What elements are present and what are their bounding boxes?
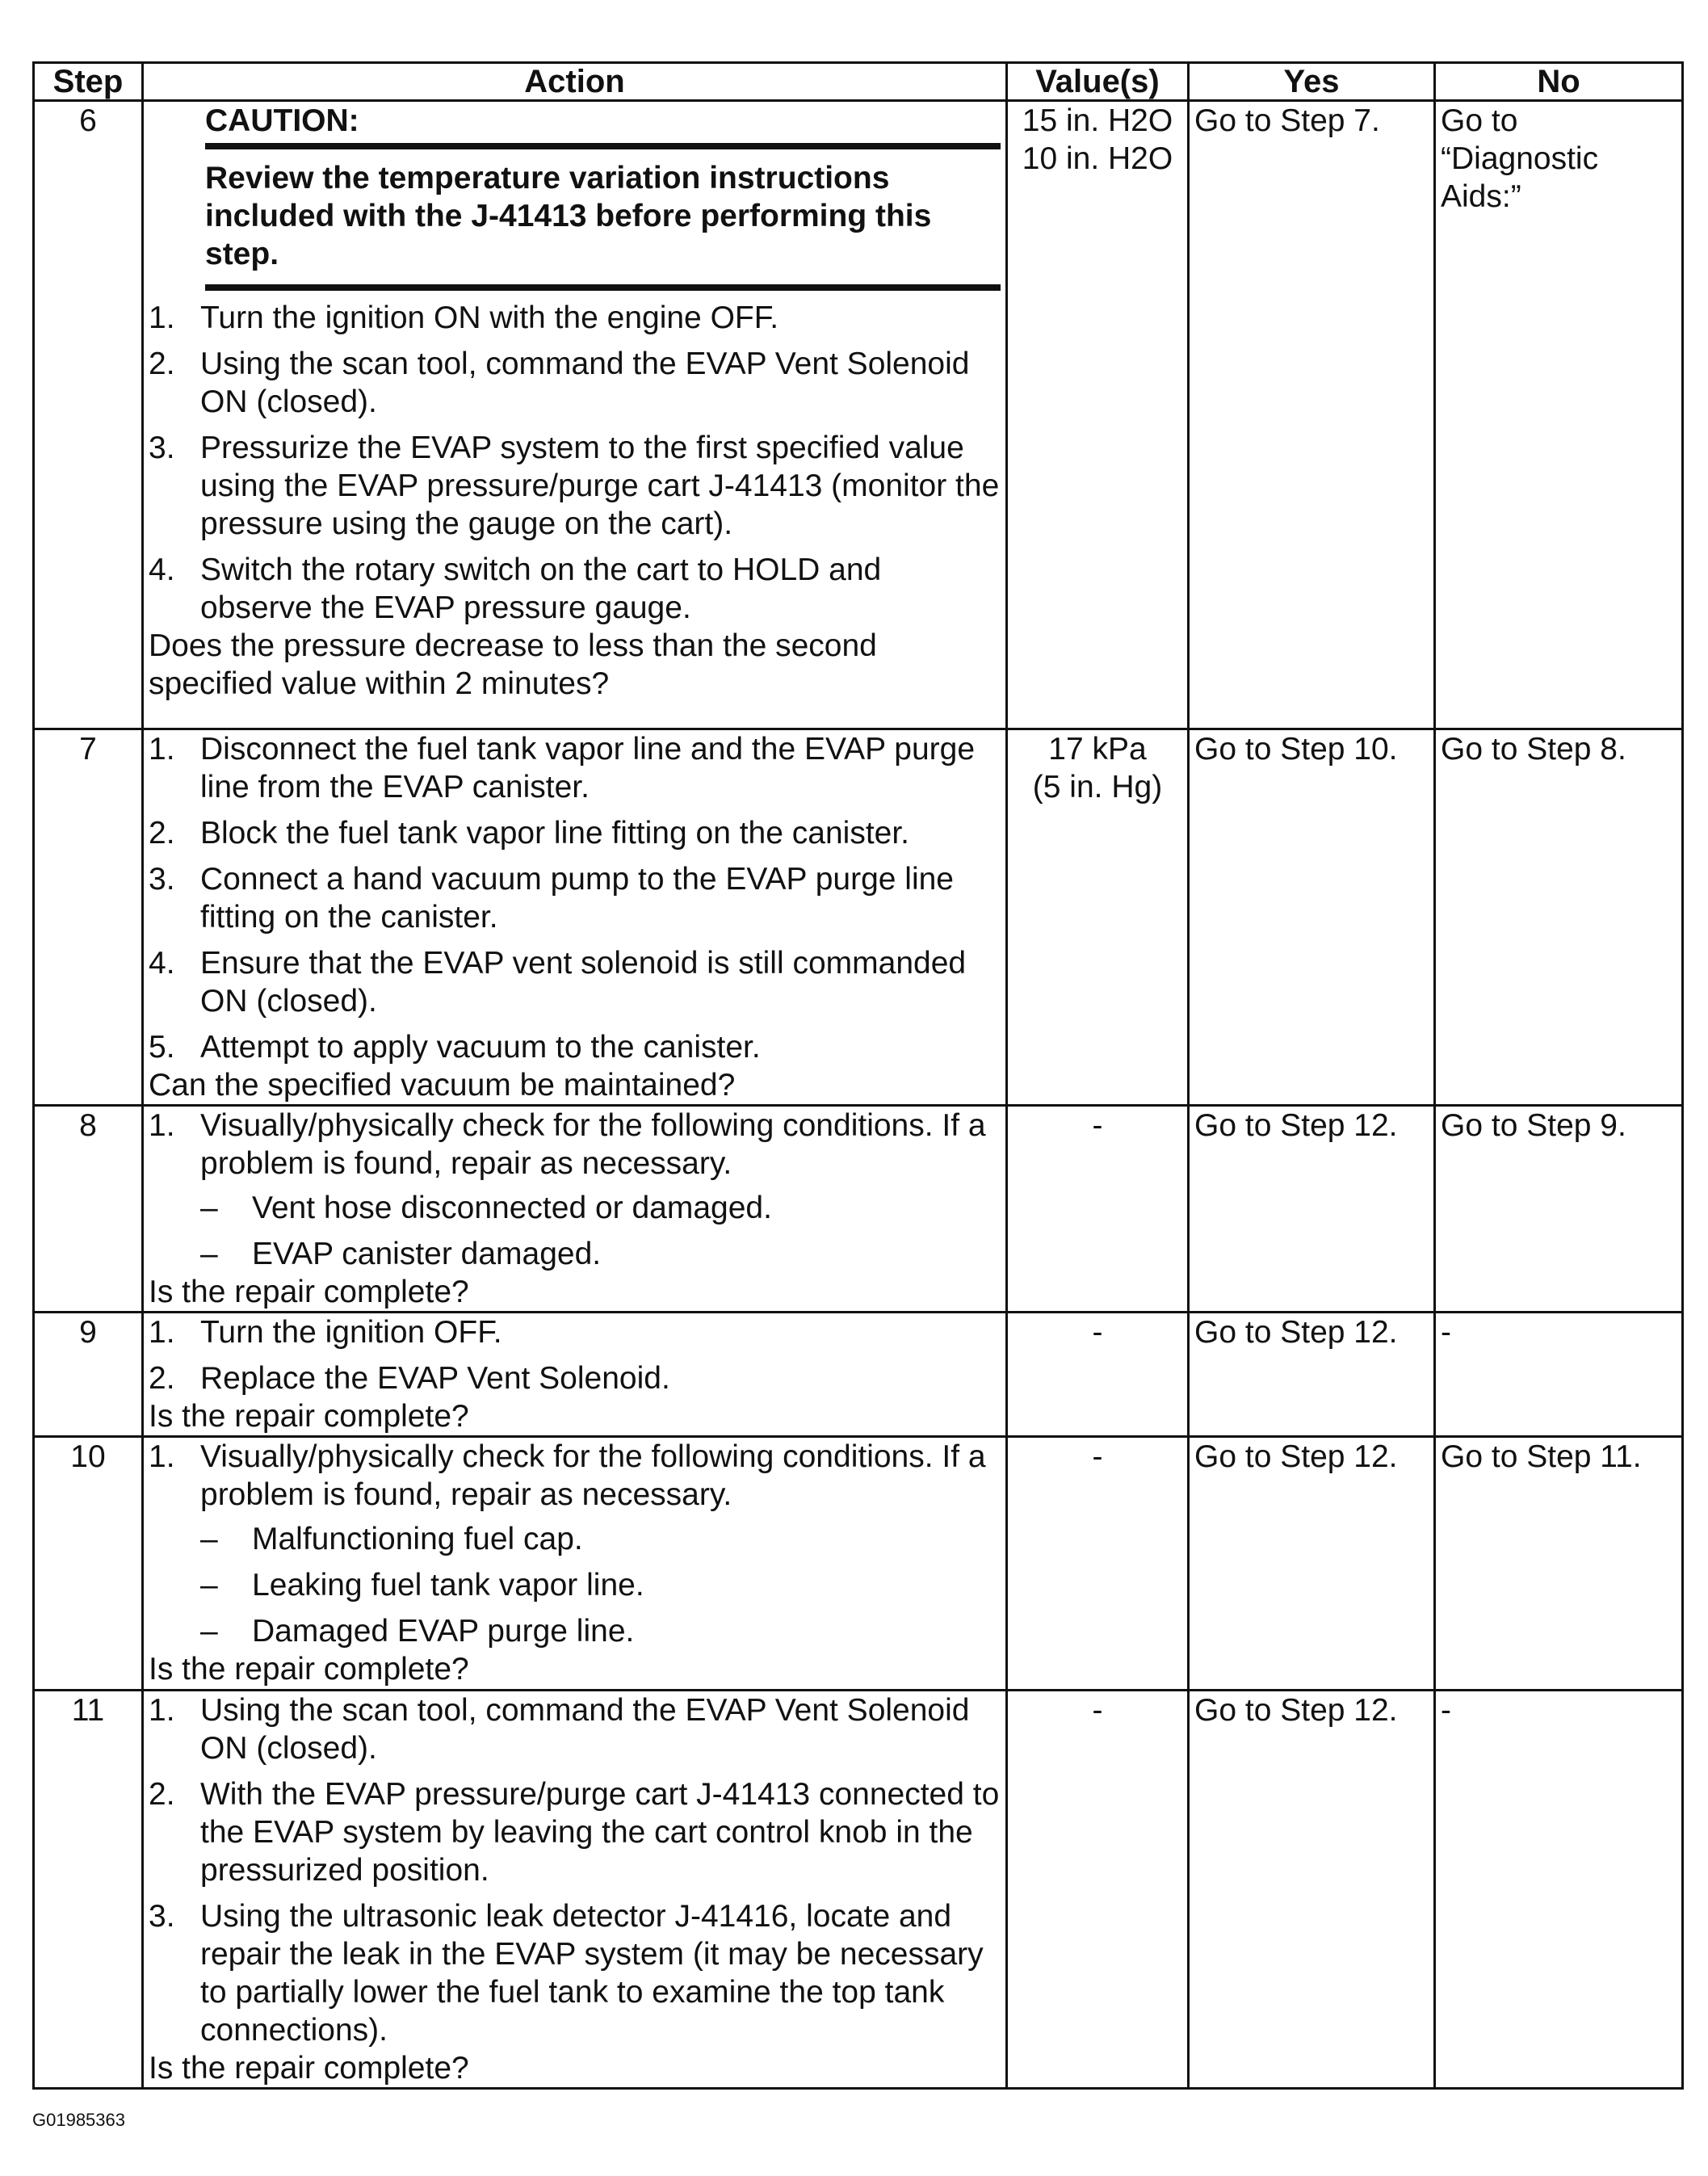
condition-list bbox=[200, 1189, 1001, 1273]
values-cell bbox=[1007, 101, 1189, 729]
step-number: 8 bbox=[34, 1106, 143, 1313]
value-item: (5 in. Hg) bbox=[1032, 770, 1163, 804]
value-item: - bbox=[1092, 1439, 1103, 1474]
no-cell: - bbox=[1435, 1691, 1683, 2089]
action-item: 3. Connect a hand vacuum pump to the EVAP purge line fitting on the canister. bbox=[149, 862, 954, 935]
action-cell bbox=[143, 1313, 1007, 1437]
header-row bbox=[34, 63, 1683, 101]
action-item: 1. Turn the ignition OFF. bbox=[149, 1315, 502, 1350]
values-cell bbox=[1007, 1437, 1189, 1691]
yes-cell: Go to Step 7. bbox=[1189, 101, 1435, 729]
value-item: - bbox=[1092, 1693, 1103, 1728]
figure-code: G01985363 bbox=[32, 2110, 125, 2130]
table-row bbox=[34, 1313, 1683, 1437]
action-item: 5. Attempt to apply vacuum to the canister. bbox=[149, 1030, 761, 1065]
action-item: 1. Visually/physically check for the following conditions. If a problem is found, repair as necessary. – Malfunctioning fuel cap. – Leaking fuel tank vapor line. – Damaged EVAP purge line. bbox=[149, 1438, 1001, 1650]
condition-list bbox=[200, 1520, 1001, 1650]
action-item: 4. Ensure that the EVAP vent solenoid is still commanded ON (closed). bbox=[149, 946, 967, 1019]
value-item: 15 in. H2O bbox=[1022, 103, 1173, 138]
table-row bbox=[34, 101, 1683, 729]
condition-item: – Leaking fuel tank vapor line. bbox=[200, 1568, 644, 1603]
action-cell bbox=[143, 101, 1007, 729]
action-cell bbox=[143, 1691, 1007, 2089]
yes-cell: Go to Step 12. bbox=[1189, 1437, 1435, 1691]
value-item: 17 kPa bbox=[1048, 732, 1147, 767]
value-item: 10 in. H2O bbox=[1022, 141, 1173, 176]
step-number: 10 bbox=[34, 1437, 143, 1691]
table-row bbox=[34, 1691, 1683, 2089]
values-cell bbox=[1007, 1313, 1189, 1437]
header-yes: Yes bbox=[1189, 63, 1435, 101]
no-cell: Go to Step 9. bbox=[1435, 1106, 1683, 1313]
yes-cell: Go to Step 12. bbox=[1189, 1313, 1435, 1437]
question-text: Does the pressure decrease to less than the second specified value within 2 minutes? bbox=[149, 628, 877, 701]
action-item: 1. Using the scan tool, command the EVAP Vent Solenoid ON (closed). bbox=[149, 1693, 970, 1766]
action-item: 3. Pressurize the EVAP system to the first specified value using the EVAP pressure/purge cart J-41413 (monitor the pressure using the gauge on the cart). bbox=[149, 431, 1000, 541]
caution-title: CAUTION: bbox=[205, 102, 1001, 149]
yes-cell: Go to Step 12. bbox=[1189, 1106, 1435, 1313]
table-row bbox=[34, 1437, 1683, 1691]
action-item: 2. Using the scan tool, command the EVAP Vent Solenoid ON (closed). bbox=[149, 347, 970, 419]
caution-box bbox=[205, 102, 1001, 291]
step-number: 6 bbox=[34, 101, 143, 729]
no-cell: Go to Step 11. bbox=[1435, 1437, 1683, 1691]
step-number: 9 bbox=[34, 1313, 143, 1437]
action-item: 4. Switch the rotary switch on the cart to HOLD and observe the EVAP pressure gauge. bbox=[149, 552, 882, 625]
action-list bbox=[149, 299, 1001, 627]
header-no: No bbox=[1435, 63, 1683, 101]
caution-text: Review the temperature variation instructions included with the J-41413 before performing this step. bbox=[205, 149, 1001, 291]
yes-cell: Go to Step 10. bbox=[1189, 729, 1435, 1106]
condition-item: – Damaged EVAP purge line. bbox=[200, 1614, 635, 1649]
values-cell bbox=[1007, 1691, 1189, 2089]
action-item: 1. Visually/physically check for the following conditions. If a problem is found, repair as necessary. – Vent hose disconnected or damaged. – EVAP canister damaged. bbox=[149, 1107, 1001, 1273]
values-cell bbox=[1007, 1106, 1189, 1313]
action-item: 2. Replace the EVAP Vent Solenoid. bbox=[149, 1361, 670, 1396]
condition-item: – Malfunctioning fuel cap. bbox=[200, 1522, 583, 1556]
action-cell bbox=[143, 729, 1007, 1106]
no-cell: Go to “Diagnostic Aids:” bbox=[1435, 101, 1683, 729]
action-list bbox=[149, 1313, 1001, 1397]
no-cell: - bbox=[1435, 1313, 1683, 1437]
action-item: 2. With the EVAP pressure/purge cart J-41413 connected to the EVAP system by leaving the cart control knob in the pressurized position. bbox=[149, 1777, 1000, 1888]
step-number: 11 bbox=[34, 1691, 143, 2089]
action-list bbox=[149, 1107, 1001, 1273]
value-item: - bbox=[1092, 1315, 1103, 1350]
step-number: 7 bbox=[34, 729, 143, 1106]
header-values: Value(s) bbox=[1007, 63, 1189, 101]
table-row bbox=[34, 729, 1683, 1106]
no-cell: Go to Step 8. bbox=[1435, 729, 1683, 1106]
question-text: Is the repair complete? bbox=[149, 1652, 469, 1687]
condition-item: – Vent hose disconnected or damaged. bbox=[200, 1191, 772, 1225]
header-action: Action bbox=[143, 63, 1007, 101]
table-row bbox=[34, 1106, 1683, 1313]
action-list bbox=[149, 730, 1001, 1066]
action-list bbox=[149, 1438, 1001, 1650]
question-text: Is the repair complete? bbox=[149, 1275, 469, 1309]
yes-cell: Go to Step 12. bbox=[1189, 1691, 1435, 2089]
action-item: 2. Block the fuel tank vapor line fitting on the canister. bbox=[149, 816, 910, 851]
action-list bbox=[149, 1691, 1001, 2049]
condition-item: – EVAP canister damaged. bbox=[200, 1237, 602, 1271]
action-item: 1. Disconnect the fuel tank vapor line and the EVAP purge line from the EVAP canister. bbox=[149, 732, 976, 804]
action-item: 3. Using the ultrasonic leak detector J-41416, locate and repair the leak in the EVAP system (it may be necessary to partially lower the fuel tank to examine the top tank connections). bbox=[149, 1899, 984, 2048]
question-text: Is the repair complete? bbox=[149, 2051, 469, 2086]
question-text: Can the specified vacuum be maintained? bbox=[149, 1068, 736, 1103]
diagnostic-table bbox=[32, 61, 1684, 2090]
action-cell bbox=[143, 1437, 1007, 1691]
action-item: 1. Turn the ignition ON with the engine OFF. bbox=[149, 300, 779, 335]
question-text: Is the repair complete? bbox=[149, 1399, 469, 1434]
values-cell bbox=[1007, 729, 1189, 1106]
header-step: Step bbox=[34, 63, 143, 101]
value-item: - bbox=[1092, 1108, 1103, 1143]
action-cell bbox=[143, 1106, 1007, 1313]
